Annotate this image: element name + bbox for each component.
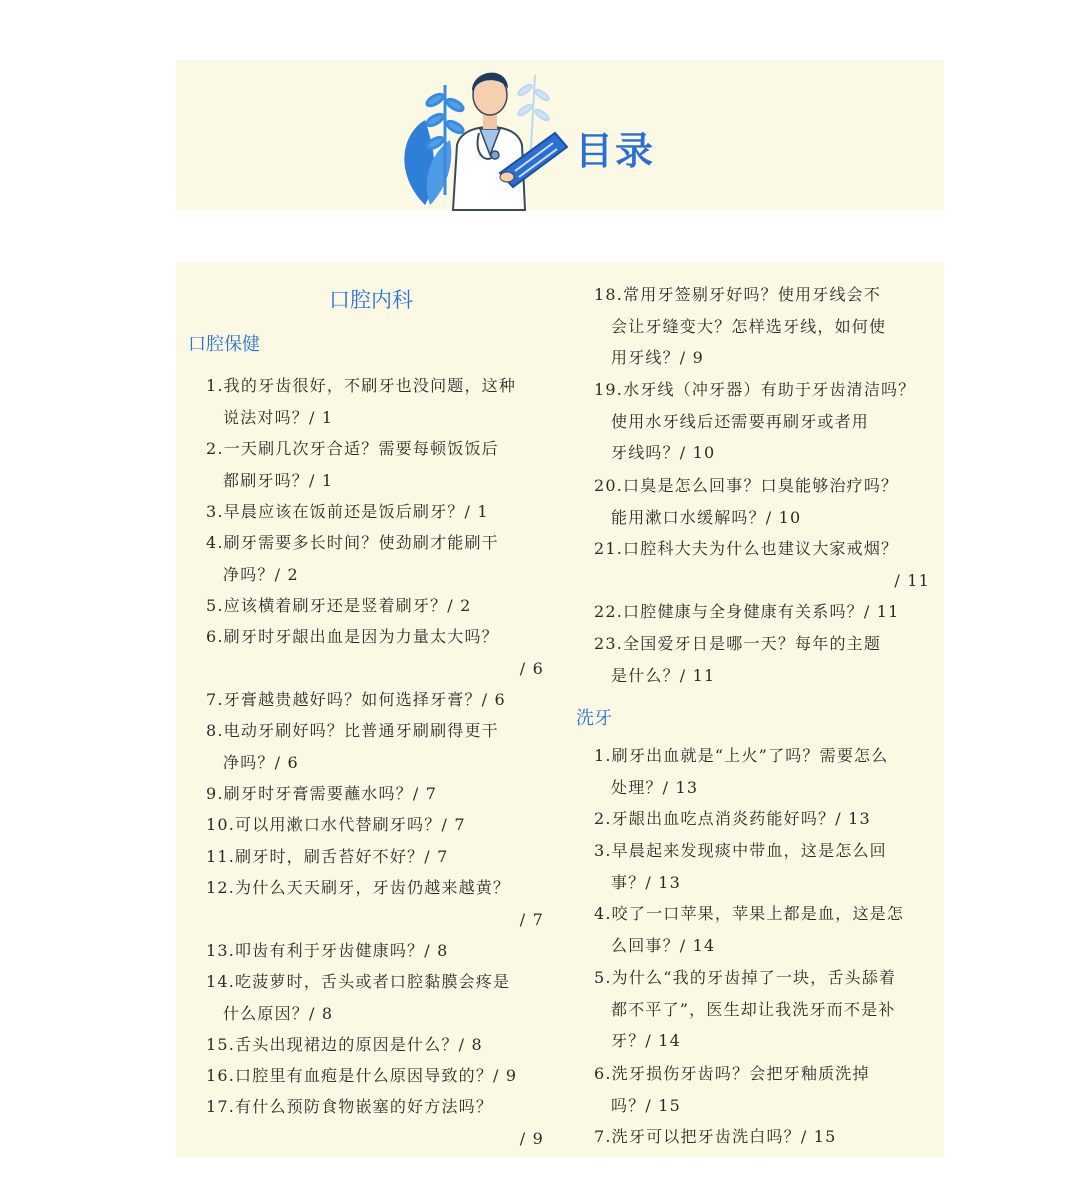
- toc-entry[interactable]: 7.洗牙可以把牙齿洗白吗？/ 15: [594, 1127, 837, 1146]
- toc-entry[interactable]: 22.口腔健康与全身健康有关系吗？/ 11: [594, 602, 900, 621]
- toc-entry[interactable]: 13.叩齿有利于牙齿健康吗？/ 8: [206, 941, 449, 960]
- toc-entry[interactable]: 5.为什么“我的牙齿掉了一块，舌头舔着 都不平了”，医生却让我洗牙而不是补 牙？/ 14: [594, 968, 897, 1050]
- toc-entry[interactable]: 4.咬了一口苹果，苹果上都是血，这是怎 么回事？/ 14: [594, 904, 905, 955]
- doctor-illustration: [395, 55, 570, 215]
- toc-entry[interactable]: 18.常用牙签剔牙好吗？使用牙线会不 会让牙缝变大？怎样选牙线，如何使 用牙线？/ 9: [594, 285, 887, 367]
- toc-panel: [176, 262, 944, 1157]
- toc-entry[interactable]: 12.为什么天天刷牙，牙齿仍越来越黄？ / 7: [206, 878, 544, 929]
- toc-entry[interactable]: 19.水牙线（冲牙器）有助于牙齿清洁吗？ 使用水牙线后还需要再刷牙或者用 牙线吗？/ 10: [594, 380, 916, 462]
- toc-entry[interactable]: 3.早晨起来发现痰中带血，这是怎么回 事？/ 13: [594, 841, 887, 892]
- toc-entry[interactable]: 1.我的牙齿很好，不刷牙也没问题，这种 说法对吗？/ 1: [206, 376, 517, 427]
- toc-entry[interactable]: 21.口腔科大夫为什么也建议大家戒烟？ / 11: [594, 539, 930, 590]
- toc-entry[interactable]: 5.应该横着刷牙还是竖着刷牙？/ 2: [206, 596, 472, 615]
- toc-entry[interactable]: 9.刷牙时牙膏需要蘸水吗？/ 7: [206, 784, 438, 803]
- toc-entry[interactable]: 6.刷牙时牙龈出血是因为力量太大吗？ / 6: [206, 627, 544, 678]
- toc-entry[interactable]: 10.可以用漱口水代替刷牙吗？/ 7: [206, 815, 466, 834]
- toc-entry[interactable]: 7.牙膏越贵越好吗？如何选择牙膏？/ 6: [206, 690, 506, 709]
- toc-entry[interactable]: 14.吃菠萝时，舌头或者口腔黏膜会疼是 什么原因？/ 8: [206, 972, 511, 1023]
- subsection-title: 口腔保健: [188, 334, 260, 355]
- toc-entry[interactable]: 4.刷牙需要多长时间？使劲刷才能刷干 净吗？/ 2: [206, 533, 499, 584]
- page-title: 目录: [575, 129, 656, 173]
- toc-entry[interactable]: 3.早晨应该在饭前还是饭后刷牙？/ 1: [206, 502, 489, 521]
- toc-entry[interactable]: 20.口臭是怎么回事？口臭能够治疗吗？ 能用漱口水缓解吗？/ 10: [594, 476, 899, 527]
- toc-entry[interactable]: 2.牙龈出血吃点消炎药能好吗？/ 13: [594, 809, 871, 828]
- toc-entry[interactable]: 8.电动牙刷好吗？比普通牙刷刷得更干 净吗？/ 6: [206, 721, 499, 772]
- toc-entry[interactable]: 11.刷牙时，刷舌苔好不好？/ 7: [206, 847, 449, 866]
- toc-entry[interactable]: 6.洗牙损伤牙齿吗？会把牙釉质洗掉 吗？/ 15: [594, 1064, 870, 1115]
- toc-entry[interactable]: 1.刷牙出血就是“上火”了吗？需要怎么 处理？/ 13: [594, 746, 889, 797]
- toc-entry[interactable]: 2.一天刷几次牙合适？需要每顿饭饭后 都刷牙吗？/ 1: [206, 439, 499, 490]
- toc-entry[interactable]: 15.舌头出现裙边的原因是什么？/ 8: [206, 1035, 483, 1054]
- toc-entry[interactable]: 17.有什么预防食物嵌塞的好方法吗？ / 9: [206, 1097, 544, 1148]
- toc-entry[interactable]: 23.全国爱牙日是哪一天？每年的主题 是什么？/ 11: [594, 634, 882, 685]
- subsection-title: 洗牙: [576, 708, 612, 729]
- section-title: 口腔内科: [329, 288, 413, 312]
- toc-entry[interactable]: 16.口腔里有血疱是什么原因导致的？/ 9: [206, 1066, 518, 1085]
